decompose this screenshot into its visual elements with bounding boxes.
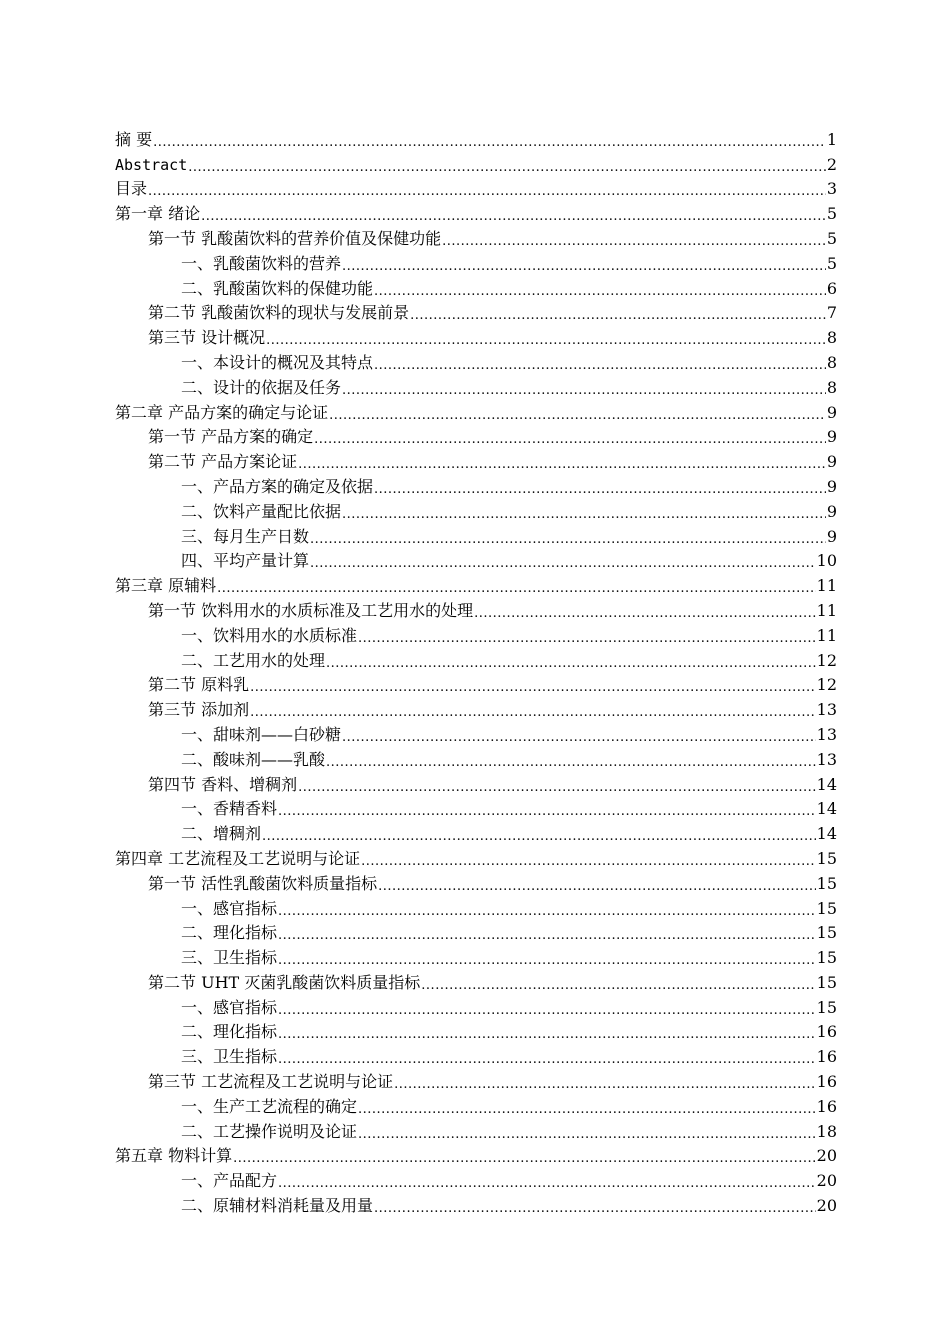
toc-entry-title: 第三节 工艺流程及工艺说明与论证 (148, 1072, 394, 1092)
toc-entry[interactable] (115, 373, 837, 398)
dot-leader (374, 353, 826, 373)
toc-entry-page-number: 8 (826, 328, 837, 348)
toc-entry-title: 二、理化指标 (181, 923, 278, 943)
toc-entry-title: 第一节 活性乳酸菌饮料质量指标 (148, 873, 378, 893)
toc-entry-title: 三、卫生指标 (181, 1047, 278, 1067)
toc-entry[interactable] (115, 1191, 837, 1216)
dot-leader (278, 899, 816, 919)
toc-entry[interactable] (115, 497, 837, 522)
toc-entry-page-number: 16 (816, 1022, 837, 1042)
dot-leader (394, 1072, 816, 1092)
toc-entry[interactable] (115, 472, 837, 497)
toc-entry-title: 第五章 物料计算 (115, 1146, 233, 1166)
toc-entry-page-number: 5 (826, 253, 837, 273)
toc-entry[interactable] (115, 1092, 837, 1117)
toc-entry[interactable] (115, 795, 837, 820)
toc-entry-title: Abstract (115, 155, 188, 174)
table-of-contents (115, 125, 837, 1216)
dot-leader (442, 229, 826, 249)
dot-leader (188, 155, 826, 175)
toc-entry[interactable] (115, 844, 837, 869)
toc-entry[interactable] (115, 323, 837, 348)
dot-leader (250, 675, 816, 695)
toc-entry[interactable] (115, 175, 837, 200)
toc-entry-title: 一、饮料用水的水质标准 (181, 625, 358, 645)
toc-entry[interactable] (115, 1166, 837, 1191)
toc-entry-page-number: 3 (826, 179, 837, 199)
toc-entry-page-number: 9 (826, 526, 837, 546)
toc-entry[interactable] (115, 274, 837, 299)
toc-entry-page-number: 5 (826, 204, 837, 224)
toc-entry[interactable] (115, 695, 837, 720)
toc-entry-page-number: 15 (816, 972, 837, 992)
toc-entry-page-number: 13 (816, 724, 837, 744)
dot-leader (326, 651, 816, 671)
toc-entry-title: 二、工艺操作说明及论证 (181, 1121, 358, 1141)
dot-leader (374, 1196, 816, 1216)
toc-entry-page-number: 15 (816, 997, 837, 1017)
toc-entry[interactable] (115, 299, 837, 324)
toc-entry-page-number: 5 (826, 228, 837, 248)
toc-entry-title: 第二节 UHT 灭菌乳酸菌饮料质量指标 (148, 972, 421, 992)
toc-entry-page-number: 1 (826, 129, 837, 149)
dot-leader (342, 725, 816, 745)
toc-entry[interactable] (115, 745, 837, 770)
toc-entry-title: 三、每月生产日数 (181, 526, 310, 546)
dot-leader (250, 700, 816, 720)
toc-entry-page-number: 18 (816, 1121, 837, 1141)
toc-entry[interactable] (115, 224, 837, 249)
toc-entry[interactable] (115, 547, 837, 572)
toc-entry-title: 四、平均产量计算 (181, 551, 310, 571)
toc-entry-page-number: 12 (816, 675, 837, 695)
toc-entry-title: 第三节 添加剂 (148, 700, 250, 720)
dot-leader (278, 799, 816, 819)
dot-leader (310, 527, 826, 547)
toc-entry[interactable] (115, 993, 837, 1018)
toc-entry-title: 摘 要 (115, 129, 153, 149)
toc-entry[interactable] (115, 447, 837, 472)
toc-entry-title: 第一节 饮料用水的水质标准及工艺用水的处理 (148, 600, 474, 620)
toc-entry-title: 一、甜味剂——白砂糖 (181, 724, 342, 744)
dot-leader (266, 328, 826, 348)
toc-entry-title: 第一节 产品方案的确定 (148, 427, 314, 447)
toc-entry-page-number: 9 (826, 402, 837, 422)
toc-entry[interactable] (115, 199, 837, 224)
toc-entry-title: 第三章 原辅料 (115, 576, 217, 596)
toc-entry-title: 二、工艺用水的处理 (181, 650, 326, 670)
toc-entry-page-number: 13 (816, 700, 837, 720)
dot-leader (298, 452, 826, 472)
toc-entry-page-number: 9 (826, 501, 837, 521)
toc-entry-title: 第二章 产品方案的确定与论证 (115, 402, 329, 422)
dot-leader (421, 973, 815, 993)
toc-entry[interactable] (115, 249, 837, 274)
toc-entry[interactable] (115, 150, 837, 175)
dot-leader (217, 576, 816, 596)
toc-entry[interactable] (115, 571, 837, 596)
dot-leader (314, 427, 826, 447)
toc-entry-page-number: 14 (816, 824, 837, 844)
dot-leader (358, 626, 816, 646)
toc-entry-title: 目录 (115, 179, 148, 199)
toc-entry[interactable] (115, 1117, 837, 1142)
toc-entry-page-number: 15 (816, 873, 837, 893)
toc-entry[interactable] (115, 423, 837, 448)
toc-entry-title: 一、产品方案的确定及依据 (181, 476, 374, 496)
toc-entry-page-number: 7 (826, 303, 837, 323)
toc-entry-page-number: 8 (826, 377, 837, 397)
toc-entry[interactable] (115, 646, 837, 671)
toc-entry-page-number: 20 (816, 1146, 837, 1166)
dot-leader (378, 874, 816, 894)
toc-entry-page-number: 6 (826, 278, 837, 298)
toc-entry[interactable] (115, 869, 837, 894)
toc-entry-title: 一、感官指标 (181, 898, 278, 918)
toc-entry[interactable] (115, 819, 837, 844)
toc-entry-page-number: 2 (826, 154, 837, 174)
toc-entry-page-number: 12 (816, 650, 837, 670)
toc-entry-title: 第二节 产品方案论证 (148, 452, 298, 472)
toc-entry-page-number: 11 (816, 576, 837, 596)
toc-entry-page-number: 15 (816, 923, 837, 943)
dot-leader (153, 130, 826, 150)
toc-entry-title: 二、饮料产量配比依据 (181, 501, 342, 521)
toc-entry[interactable] (115, 770, 837, 795)
toc-entry-title: 一、感官指标 (181, 997, 278, 1017)
toc-entry-title: 二、理化指标 (181, 1022, 278, 1042)
toc-entry-title: 第三节 设计概况 (148, 328, 266, 348)
toc-entry-title: 一、本设计的概况及其特点 (181, 352, 374, 372)
toc-entry-title: 二、乳酸菌饮料的保健功能 (181, 278, 374, 298)
toc-entry[interactable] (115, 398, 837, 423)
dot-leader (474, 601, 816, 621)
toc-entry-page-number: 9 (826, 452, 837, 472)
toc-entry-page-number: 11 (816, 600, 837, 620)
dot-leader (278, 1171, 816, 1191)
toc-entry-page-number: 15 (816, 848, 837, 868)
toc-entry-title: 一、产品配方 (181, 1171, 278, 1191)
dot-leader (148, 179, 826, 199)
dot-leader (298, 775, 816, 795)
toc-entry-title: 第一章 绪论 (115, 204, 201, 224)
toc-entry-page-number: 11 (816, 625, 837, 645)
dot-leader (361, 849, 816, 869)
toc-entry[interactable] (115, 1042, 837, 1067)
toc-entry-title: 第四节 香料、增稠剂 (148, 774, 298, 794)
toc-entry-title: 二、酸味剂——乳酸 (181, 749, 326, 769)
toc-entry-page-number: 9 (826, 476, 837, 496)
toc-entry[interactable] (115, 671, 837, 696)
toc-entry-title: 第二节 原料乳 (148, 675, 250, 695)
toc-entry[interactable] (115, 621, 837, 646)
toc-entry[interactable] (115, 125, 837, 150)
toc-entry-title: 三、卫生指标 (181, 948, 278, 968)
toc-entry-page-number: 16 (816, 1047, 837, 1067)
toc-entry-page-number: 9 (826, 427, 837, 447)
toc-entry[interactable] (115, 1142, 837, 1167)
dot-leader (358, 1097, 816, 1117)
toc-entry-page-number: 10 (816, 551, 837, 571)
toc-entry-title: 第四章 工艺流程及工艺说明与论证 (115, 848, 361, 868)
toc-entry-page-number: 14 (816, 799, 837, 819)
toc-entry-title: 一、香精香料 (181, 799, 278, 819)
toc-entry-title: 一、生产工艺流程的确定 (181, 1096, 358, 1116)
dot-leader (278, 998, 816, 1018)
toc-entry[interactable] (115, 596, 837, 621)
dot-leader (329, 403, 826, 423)
toc-entry[interactable] (115, 1067, 837, 1092)
toc-entry-title: 二、增稠剂 (181, 824, 262, 844)
toc-entry[interactable] (115, 968, 837, 993)
toc-entry[interactable] (115, 522, 837, 547)
toc-entry-title: 一、乳酸菌饮料的营养 (181, 253, 342, 273)
dot-leader (374, 477, 826, 497)
dot-leader (358, 1122, 816, 1142)
toc-entry-title: 第一节 乳酸菌饮料的营养价值及保健功能 (148, 228, 442, 248)
dot-leader (374, 279, 826, 299)
dot-leader (233, 1146, 816, 1166)
toc-entry-title: 二、设计的依据及任务 (181, 377, 342, 397)
toc-entry[interactable] (115, 720, 837, 745)
dot-leader (342, 254, 826, 274)
toc-entry[interactable] (115, 919, 837, 944)
toc-entry-page-number: 15 (816, 898, 837, 918)
dot-leader (278, 948, 816, 968)
toc-entry-title: 第二节 乳酸菌饮料的现状与发展前景 (148, 303, 410, 323)
dot-leader (342, 502, 826, 522)
dot-leader (201, 204, 826, 224)
toc-entry-title: 二、原辅材料消耗量及用量 (181, 1196, 374, 1216)
toc-entry[interactable] (115, 348, 837, 373)
dot-leader (342, 378, 826, 398)
dot-leader (262, 824, 816, 844)
toc-entry-page-number: 14 (816, 774, 837, 794)
toc-entry-page-number: 20 (816, 1196, 837, 1216)
dot-leader (278, 1047, 816, 1067)
toc-entry[interactable] (115, 894, 837, 919)
dot-leader (410, 303, 826, 323)
toc-entry-page-number: 16 (816, 1096, 837, 1116)
toc-entry[interactable] (115, 1018, 837, 1043)
toc-entry[interactable] (115, 943, 837, 968)
dot-leader (278, 923, 816, 943)
toc-entry-page-number: 8 (826, 352, 837, 372)
toc-entry-page-number: 16 (816, 1072, 837, 1092)
dot-leader (310, 551, 816, 571)
dot-leader (326, 750, 816, 770)
dot-leader (278, 1022, 816, 1042)
toc-entry-page-number: 15 (816, 948, 837, 968)
toc-entry-page-number: 20 (816, 1171, 837, 1191)
toc-entry-page-number: 13 (816, 749, 837, 769)
